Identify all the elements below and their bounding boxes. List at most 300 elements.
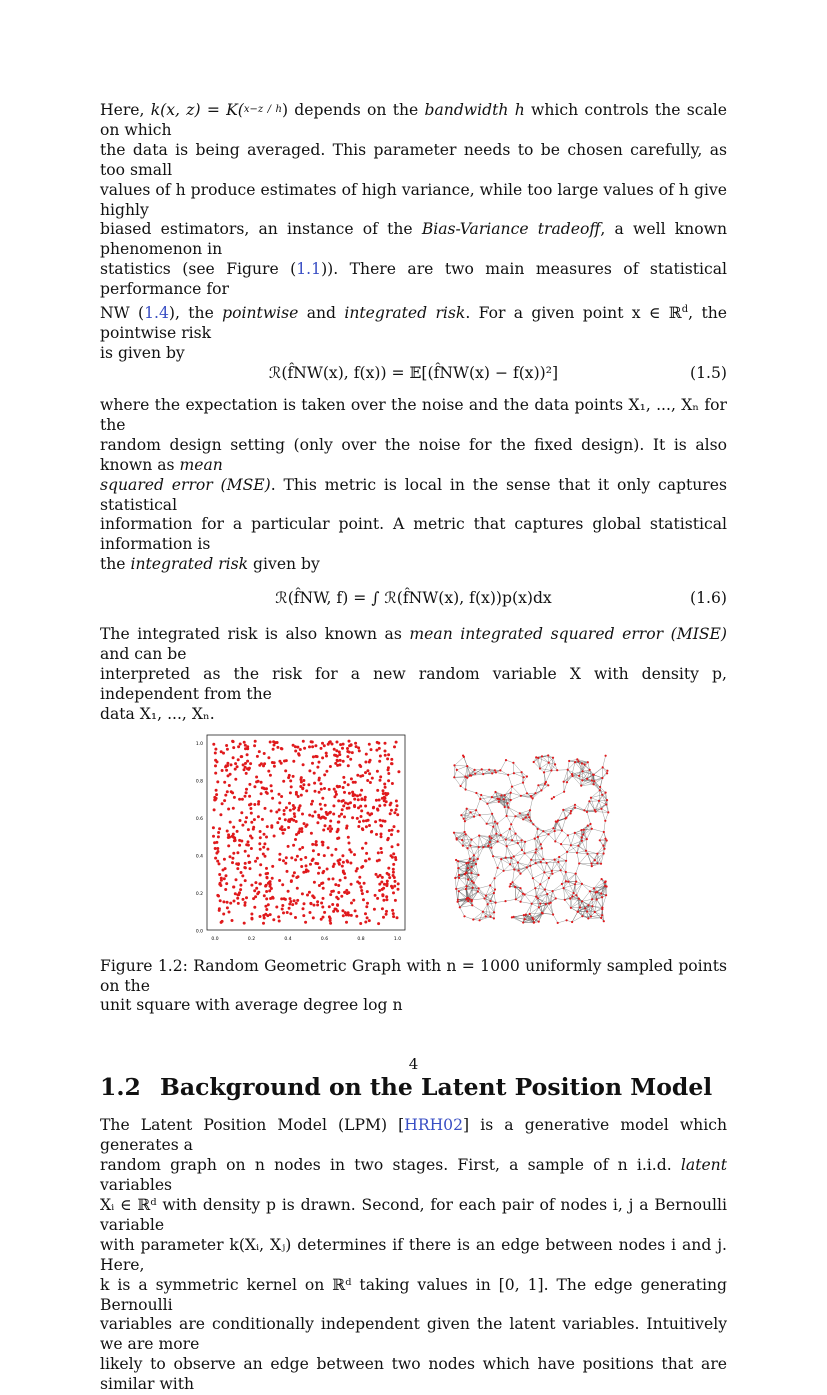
graph-edge — [551, 757, 553, 770]
graph-node — [540, 861, 542, 863]
scatter-point — [225, 874, 228, 877]
graph-node — [470, 865, 472, 867]
graph-node — [469, 857, 471, 859]
graph-edge — [516, 833, 526, 841]
scatter-point — [394, 856, 397, 859]
graph-node — [564, 898, 566, 900]
scatter-point — [293, 815, 296, 818]
scatter-point — [340, 812, 343, 815]
scatter-point — [306, 893, 309, 896]
graph-edge — [536, 863, 545, 872]
scatter-point — [268, 881, 271, 884]
mse-paragraph: where the expectation is taken over the noise and the data points X₁, ..., Xₙ for the random design setting (only over the noise for the fixed design). It is also known as mean squared error (MSE). This metric is local in the sense that it only captures statistical information for a particular point. A metric that captures global statistical information is the integrated risk given by — [100, 396, 727, 575]
graph-edge — [466, 789, 477, 793]
scatter-point — [265, 876, 268, 879]
scatter-point — [252, 827, 255, 830]
graph-edge — [495, 867, 498, 878]
scatter-point — [244, 765, 247, 768]
scatter-point — [317, 853, 320, 856]
scatter-point — [339, 759, 342, 762]
graph-node — [601, 878, 603, 880]
scatter-point — [382, 898, 385, 901]
scatter-point — [223, 780, 226, 783]
scatter-point — [289, 808, 292, 811]
graph-node — [576, 758, 578, 760]
scatter-point — [300, 793, 303, 796]
scatter-point — [269, 913, 272, 916]
scatter-point — [395, 799, 398, 802]
scatter-point — [333, 787, 336, 790]
scatter-point — [320, 901, 323, 904]
graph-node — [494, 791, 496, 793]
scatter-point — [236, 830, 239, 833]
scatter-point — [383, 795, 386, 798]
scatter-point — [349, 757, 352, 760]
graph-node — [586, 852, 588, 854]
graph-edge — [513, 762, 521, 771]
scatter-point — [325, 769, 328, 772]
graph-edge — [518, 853, 525, 862]
scatter-point — [263, 916, 266, 919]
scatter-point — [338, 858, 341, 861]
graph-edge — [479, 835, 483, 847]
graph-node — [585, 849, 587, 851]
scatter-point — [313, 781, 316, 784]
graph-node — [566, 919, 568, 921]
scatter-point — [383, 803, 386, 806]
graph-node — [538, 906, 540, 908]
graph-edge — [511, 816, 515, 824]
graph-edge — [558, 860, 566, 861]
graph-edge — [494, 893, 496, 903]
scatter-point — [219, 884, 222, 887]
scatter-point — [262, 845, 265, 848]
graph-node — [586, 910, 588, 912]
scatter-point — [339, 743, 342, 746]
scatter-point — [306, 823, 309, 826]
scatter-point — [366, 890, 369, 893]
scatter-point — [340, 799, 343, 802]
graph-edge — [578, 911, 588, 918]
graph-node — [507, 806, 509, 808]
scatter-point — [314, 810, 317, 813]
scatter-point — [263, 842, 266, 845]
graph-edge — [504, 864, 511, 871]
scatter-point — [336, 740, 339, 743]
scatter-point — [215, 788, 218, 791]
scatter-point — [285, 806, 288, 809]
scatter-point — [247, 840, 250, 843]
scatter-point — [362, 819, 365, 822]
graph-node — [539, 883, 541, 885]
scatter-point — [368, 919, 371, 922]
graph-edge — [543, 828, 553, 831]
scatter-point — [298, 847, 301, 850]
scatter-point — [218, 909, 221, 912]
graph-edge — [607, 800, 608, 812]
scatter-point — [376, 897, 379, 900]
scatter-point — [313, 903, 316, 906]
graph-node — [594, 911, 596, 913]
scatter-point — [340, 894, 343, 897]
graph-node — [550, 901, 552, 903]
graph-edge — [496, 823, 497, 833]
scatter-point — [289, 791, 292, 794]
graph-node — [514, 832, 516, 834]
graph-edge — [595, 912, 602, 915]
scatter-point — [388, 829, 391, 832]
graph-edge — [468, 848, 470, 859]
scatter-point — [302, 739, 305, 742]
graph-node — [601, 914, 603, 916]
scatter-point — [368, 824, 371, 827]
graph-node — [458, 890, 460, 892]
scatter-point — [234, 767, 237, 770]
graph-node — [467, 900, 469, 902]
graph-node — [497, 840, 499, 842]
graph-edge — [566, 852, 567, 861]
graph-edge — [481, 795, 487, 804]
scatter-point — [309, 911, 312, 914]
scatter-point — [358, 875, 361, 878]
scatter-point — [316, 900, 319, 903]
graph-node — [465, 871, 467, 873]
graph-edge — [553, 914, 558, 922]
graph-node — [596, 862, 598, 864]
scatter-point — [376, 789, 379, 792]
scatter-point — [384, 749, 387, 752]
graph-node — [515, 898, 517, 900]
graph-node — [544, 782, 546, 784]
graph-node — [581, 779, 583, 781]
graph-edge — [478, 891, 485, 898]
graph-node — [600, 916, 602, 918]
graph-node — [570, 812, 572, 814]
graph-edge — [461, 815, 474, 816]
graph-edge — [542, 756, 549, 762]
graph-node — [604, 819, 606, 821]
scatter-point — [307, 783, 310, 786]
graph-edge — [538, 758, 549, 763]
scatter-point — [329, 810, 332, 813]
graph-edge — [591, 797, 595, 809]
scatter-point — [270, 784, 273, 787]
scatter-point — [249, 867, 252, 870]
scatter-point — [322, 841, 325, 844]
scatter-point — [258, 842, 261, 845]
graph-node — [539, 767, 541, 769]
scatter-point — [302, 763, 305, 766]
graph-node — [477, 874, 479, 876]
graph-node — [486, 802, 488, 804]
scatter-point — [369, 781, 372, 784]
graph-edge — [514, 772, 522, 773]
scatter-point — [237, 902, 240, 905]
scatter-point — [360, 815, 363, 818]
scatter-point — [354, 909, 357, 912]
scatter-point — [301, 846, 304, 849]
graph-edge — [584, 801, 589, 810]
scatter-point — [269, 740, 272, 743]
graph-node — [602, 844, 604, 846]
scatter-point — [254, 895, 257, 898]
graph-node — [498, 798, 500, 800]
scatter-point — [288, 902, 291, 905]
graph-edge — [595, 907, 603, 911]
graph-node — [586, 810, 588, 812]
scatter-point — [227, 774, 230, 777]
scatter-point — [278, 858, 281, 861]
graph-node — [606, 769, 608, 771]
scatter-point — [338, 753, 341, 756]
graph-edge — [591, 797, 599, 800]
graph-edge — [556, 898, 565, 899]
graph-node — [495, 901, 497, 903]
scatter-point — [225, 744, 228, 747]
graph-edge — [455, 757, 464, 766]
scatter-point — [327, 846, 330, 849]
scatter-point — [267, 903, 270, 906]
graph-edge — [504, 869, 515, 870]
graph-edge — [541, 785, 548, 790]
lpm-paragraph: The Latent Position Model (LPM) [HRH02] is a generative model which generates a random graph on n nodes in two stages. First, a sample of n i.i.d. latent variables Xᵢ ∈ ℝᵈ with density p is drawn. Second, for each pair of nodes i, j a Bernoulli variable with parameter k(Xᵢ, Xⱼ) determines if there is an edge between nodes i and j. Here, k is a symmetric kernel on ℝᵈ taking values in [0, 1]. The edge generating Bernoulli variables are conditionally independent given the latent variables. Intuitively we are more likely to observe an edge between two nodes which have positions that are similar with — [100, 1116, 727, 1395]
scatter-point — [236, 851, 239, 854]
graph-node — [535, 756, 537, 758]
graph-edge — [599, 800, 607, 801]
scatter-point — [319, 802, 322, 805]
graph-node — [504, 794, 506, 796]
scatter-point — [304, 920, 307, 923]
graph-edge — [566, 872, 576, 874]
scatter-point — [313, 896, 316, 899]
scatter-point — [338, 814, 341, 817]
graph-edge — [465, 874, 467, 886]
graph-node — [517, 869, 519, 871]
graph-node — [520, 794, 522, 796]
graph-edge — [457, 766, 467, 770]
scatter-point — [335, 793, 338, 796]
scatter-point — [350, 901, 353, 904]
scatter-point — [386, 757, 389, 760]
graph-node — [567, 768, 569, 770]
graph-node — [606, 839, 608, 841]
scatter-point — [257, 802, 260, 805]
graph-edge — [506, 899, 516, 901]
graph-node — [456, 768, 458, 770]
scatter-point — [291, 903, 294, 906]
scatter-point — [300, 830, 303, 833]
scatter-point — [229, 901, 232, 904]
scatter-point — [230, 790, 233, 793]
scatter-point — [290, 785, 293, 788]
graph-node — [500, 794, 502, 796]
scatter-point — [214, 764, 217, 767]
graph-node — [569, 897, 571, 899]
graph-edge — [547, 894, 549, 904]
scatter-point — [332, 889, 335, 892]
graph-node — [529, 809, 531, 811]
graph-node — [541, 847, 543, 849]
scatter-point — [238, 797, 241, 800]
scatter-point — [227, 807, 230, 810]
scatter-point — [341, 854, 344, 857]
graph-node — [462, 844, 464, 846]
scatter-point — [289, 897, 292, 900]
scatter-point — [361, 892, 364, 895]
scatter-point — [385, 800, 388, 803]
graph-edge — [487, 803, 492, 813]
scatter-point — [294, 858, 297, 861]
graph-node — [494, 888, 496, 890]
graph-node — [493, 917, 495, 919]
graph-edge — [474, 847, 479, 855]
graph-node — [576, 851, 578, 853]
scatter-point — [370, 748, 373, 751]
scatter-point — [273, 764, 276, 767]
equation-ref-link[interactable]: 1.4 — [144, 304, 169, 322]
scatter-point — [371, 776, 374, 779]
graph-node — [473, 815, 475, 817]
graph-node — [566, 781, 568, 783]
graph-edge — [547, 894, 551, 903]
graph-edge — [512, 782, 523, 786]
graph-edge — [522, 841, 525, 849]
graph-edge — [555, 859, 561, 870]
graph-node — [471, 880, 473, 882]
graph-edge — [527, 867, 533, 878]
scatter-point — [360, 889, 363, 892]
graph-edge — [541, 834, 549, 844]
graph-edge — [597, 845, 603, 853]
graph-edge — [467, 766, 474, 770]
scatter-point — [317, 813, 320, 816]
graph-edge — [555, 831, 556, 841]
graph-edge — [535, 838, 541, 844]
graph-edge — [525, 894, 532, 903]
graph-node — [453, 831, 455, 833]
graph-edge — [586, 850, 595, 859]
section-number: 1.2 — [100, 1072, 160, 1102]
graph-node — [548, 761, 550, 763]
scatter-point — [226, 790, 229, 793]
scatter-point — [240, 811, 243, 814]
graph-node — [565, 859, 567, 861]
graph-edge — [495, 870, 504, 878]
scatter-point — [329, 765, 332, 768]
graph-edge — [531, 859, 543, 860]
graph-edge — [494, 902, 496, 912]
graph-node — [574, 803, 576, 805]
figure-ref-link[interactable]: 1.1 — [296, 260, 321, 278]
scatter-point — [213, 841, 216, 844]
graph-node — [543, 871, 545, 873]
graph-node — [519, 812, 521, 814]
scatter-point — [260, 792, 263, 795]
graph-edge — [532, 903, 539, 907]
graph-edge — [518, 862, 530, 865]
scatter-point — [397, 887, 400, 890]
scatter-point — [259, 863, 262, 866]
scatter-point — [229, 855, 232, 858]
scatter-point — [359, 885, 362, 888]
graph-node — [539, 902, 541, 904]
scatter-point — [333, 862, 336, 865]
graph-node — [537, 784, 539, 786]
scatter-point — [361, 797, 364, 800]
graph-node — [526, 775, 528, 777]
scatter-point — [231, 856, 234, 859]
graph-edge — [455, 765, 468, 766]
graph-node — [457, 900, 459, 902]
graph-node — [480, 794, 482, 796]
graph-edge — [576, 863, 580, 873]
scatter-point — [223, 857, 226, 860]
scatter-point — [336, 904, 339, 907]
graph-node — [457, 860, 459, 862]
graph-node — [524, 852, 526, 854]
graph-node — [550, 769, 552, 771]
scatter-point — [275, 810, 278, 813]
scatter-point — [386, 882, 389, 885]
graph-node — [603, 847, 605, 849]
scatter-point — [392, 863, 395, 866]
graph-node — [604, 837, 606, 839]
graph-node — [581, 762, 583, 764]
scatter-point — [288, 801, 291, 804]
scatter-point — [325, 754, 328, 757]
scatter-point — [224, 793, 227, 796]
graph-node — [547, 833, 549, 835]
scatter-point — [347, 802, 350, 805]
scatter-point — [244, 866, 247, 869]
scatter-point — [321, 815, 324, 818]
scatter-point — [317, 871, 320, 874]
graph-edge — [577, 852, 588, 853]
scatter-point — [322, 915, 325, 918]
scatter-point — [339, 878, 342, 881]
graph-node — [528, 816, 530, 818]
scatter-point — [290, 879, 293, 882]
graph-node — [486, 822, 488, 824]
graph-node — [521, 849, 523, 851]
graph-edge — [525, 888, 536, 894]
scatter-point — [347, 783, 350, 786]
scatter-point — [342, 776, 345, 779]
scatter-point — [241, 874, 244, 877]
graph-edge — [464, 816, 474, 818]
graph-edge — [582, 884, 594, 889]
graph-edge — [460, 907, 465, 916]
scatter-point — [270, 824, 273, 827]
graph-node — [584, 907, 586, 909]
scatter-point — [344, 801, 347, 804]
scatter-point — [243, 740, 246, 743]
graph-node — [509, 863, 511, 865]
graph-node — [595, 810, 597, 812]
graph-node — [522, 818, 524, 820]
scatter-point — [353, 853, 356, 856]
citation-link[interactable]: HRH02 — [404, 1116, 463, 1134]
graph-edge — [514, 853, 525, 856]
graph-node — [520, 900, 522, 902]
graph-node — [542, 858, 544, 860]
scatter-point — [396, 804, 399, 807]
scatter-point — [397, 882, 400, 885]
scatter-point — [325, 812, 328, 815]
scatter-point — [250, 883, 253, 886]
scatter-point — [341, 909, 344, 912]
scatter-point — [393, 825, 396, 828]
